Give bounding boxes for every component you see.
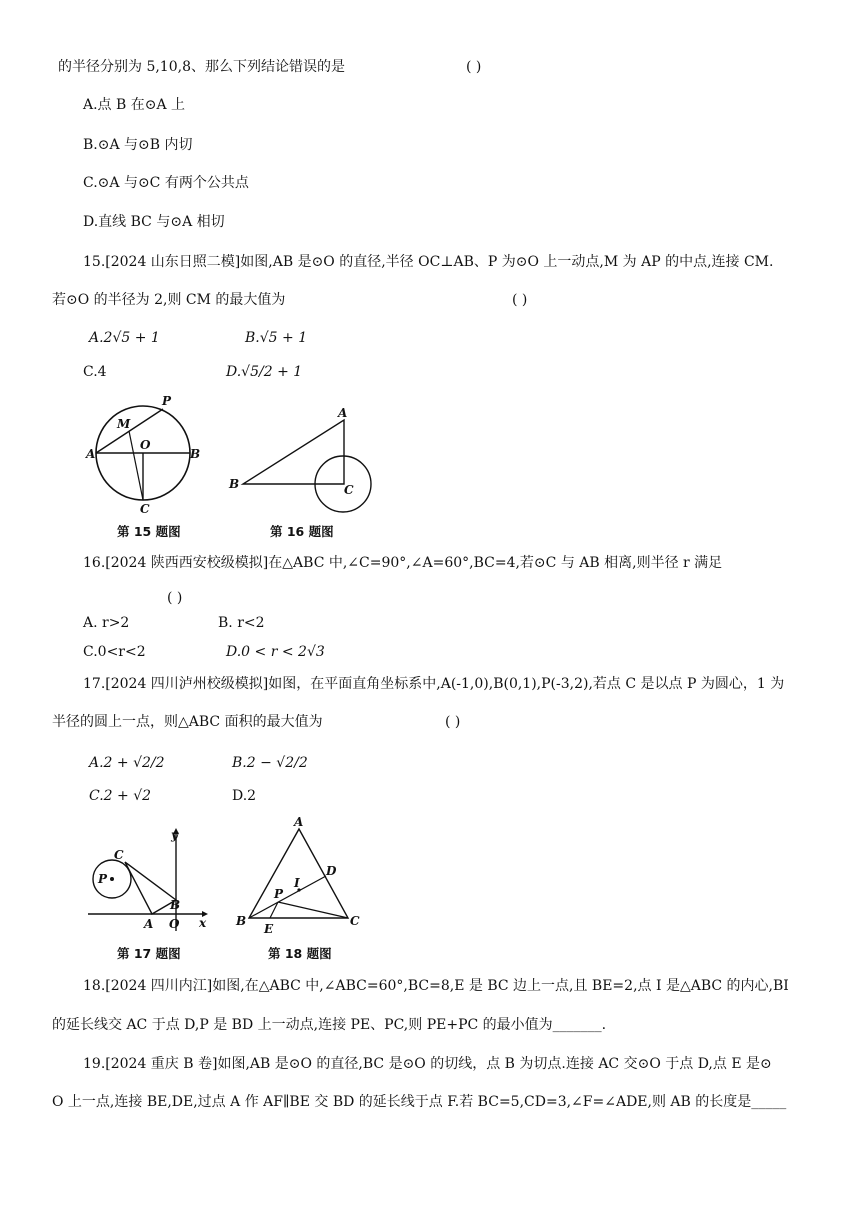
fig17-label-y: y: [171, 828, 178, 842]
fig17-label-x: x: [199, 916, 207, 930]
fig17-label-a: A: [144, 917, 154, 931]
q18-stem-line2: 的延长线交 AC 于点 D,P 是 BD 上一动点,连接 PE、PC,则 PE+PC 的最小值为_______.: [52, 1017, 607, 1033]
q19-stem-line2: O 上一点,连接 BE,DE,过点 A 作 AF∥BE 交 BD 的延长线于点 F.若 BC=5,CD=3,∠F=∠ADE,则 AB 的长度是_____: [52, 1094, 787, 1110]
q17-stem-line2: 半径的圆上一点，则△ABC 面积的最大值为: [52, 714, 323, 730]
q14-answer-paren: ( ): [466, 59, 482, 75]
fig15-caption: 第 15 题图: [117, 524, 181, 539]
fig16-label-b: B: [229, 477, 240, 491]
fig18-caption: 第 18 题图: [268, 946, 332, 961]
fig18-label-a: A: [294, 815, 304, 829]
fig15-label-m: M: [117, 417, 131, 431]
fig17-label-p: P: [98, 872, 108, 886]
q17-option-a: A.2 + √2/2: [89, 755, 165, 771]
fig18-label-d: D: [326, 864, 337, 878]
q17-option-c: C.2 + √2: [89, 788, 152, 804]
figure-18: [232, 814, 367, 939]
fig17-label-o: O: [169, 917, 180, 931]
q19-stem-line1: 19.[2024 重庆 B 卷]如图,AB 是⊙O 的直径,BC 是⊙O 的切线，点 B 为切点.连接 AC 交⊙O 于点 D,点 E 是⊙: [83, 1056, 772, 1072]
q16-answer-paren: ( ): [167, 590, 183, 606]
q17-stem-line1: 17.[2024 四川泸州校级模拟]如图，在平面直角坐标系中,A(-1,0),B(0,1),P(-3,2),若点 C 是以点 P 为圆心，1 为: [83, 676, 785, 692]
q15-option-c: C.4: [83, 364, 107, 380]
fig18-label-p: P: [274, 887, 284, 901]
q17-option-d: D.2: [232, 788, 257, 804]
fig17-label-c: C: [114, 848, 124, 862]
fig15-label-a: A: [86, 447, 96, 461]
figure-16: [226, 404, 376, 514]
q15-answer-paren: ( ): [512, 292, 528, 308]
fig17-caption: 第 17 题图: [117, 946, 181, 961]
q18-stem-line1: 18.[2024 四川内江]如图,在△ABC 中,∠ABC=60°,BC=8,E 是 BC 边上一点,且 BE=2,点 I 是△ABC 的内心,BI: [83, 978, 789, 994]
fig16-caption: 第 16 题图: [270, 524, 334, 539]
q14-option-c: C.⊙A 与⊙C 有两个公共点: [83, 175, 249, 191]
q15-option-a: A.2√5 + 1: [89, 330, 160, 346]
q15-option-d: D.√5/2 + 1: [226, 364, 303, 380]
fig15-label-o: O: [140, 438, 151, 452]
q14-option-b: B.⊙A 与⊙B 内切: [83, 137, 193, 153]
q16-option-c: C.0<r<2: [83, 644, 146, 660]
q14-option-d: D.直线 BC 与⊙A 相切: [83, 214, 225, 230]
figure-17: [84, 826, 209, 938]
q16-option-a: A. r>2: [83, 615, 130, 631]
q15-stem-line1: 15.[2024 山东日照二模]如图,AB 是⊙O 的直径,半径 OC⊥AB、P 为⊙O 上一动点,M 为 AP 的中点,连接 CM.: [83, 254, 774, 270]
q15-stem-line2: 若⊙O 的半径为 2,则 CM 的最大值为: [52, 292, 286, 308]
fig18-label-i: I: [294, 876, 300, 890]
q16-stem-line1: 16.[2024 陕西西安校级模拟]在△ABC 中,∠C=90°,∠A=60°,BC=4,若⊙C 与 AB 相离,则半径 r 满足: [83, 555, 723, 571]
figure-15: [84, 392, 204, 516]
fig16-label-a: A: [338, 406, 348, 420]
fig16-label-c: C: [344, 483, 354, 497]
fig15-label-p: P: [162, 394, 172, 408]
q16-option-d: D.0 < r < 2√3: [226, 644, 325, 660]
fig18-label-c: C: [350, 914, 360, 928]
q17-answer-paren: ( ): [445, 714, 461, 730]
fig15-label-c: C: [140, 502, 150, 516]
fig18-label-b: B: [236, 914, 247, 928]
fig15-label-b: B: [190, 447, 201, 461]
fig17-label-b: B: [170, 898, 181, 912]
q14-option-a: A.点 B 在⊙A 上: [83, 97, 186, 113]
q17-option-b: B.2 − √2/2: [232, 755, 308, 771]
q16-option-b: B. r<2: [218, 615, 265, 631]
q14-stem-tail: 的半径分别为 5,10,8、那么下列结论错误的是: [58, 59, 345, 75]
fig18-label-e: E: [264, 922, 274, 936]
q15-option-b: B.√5 + 1: [245, 330, 308, 346]
